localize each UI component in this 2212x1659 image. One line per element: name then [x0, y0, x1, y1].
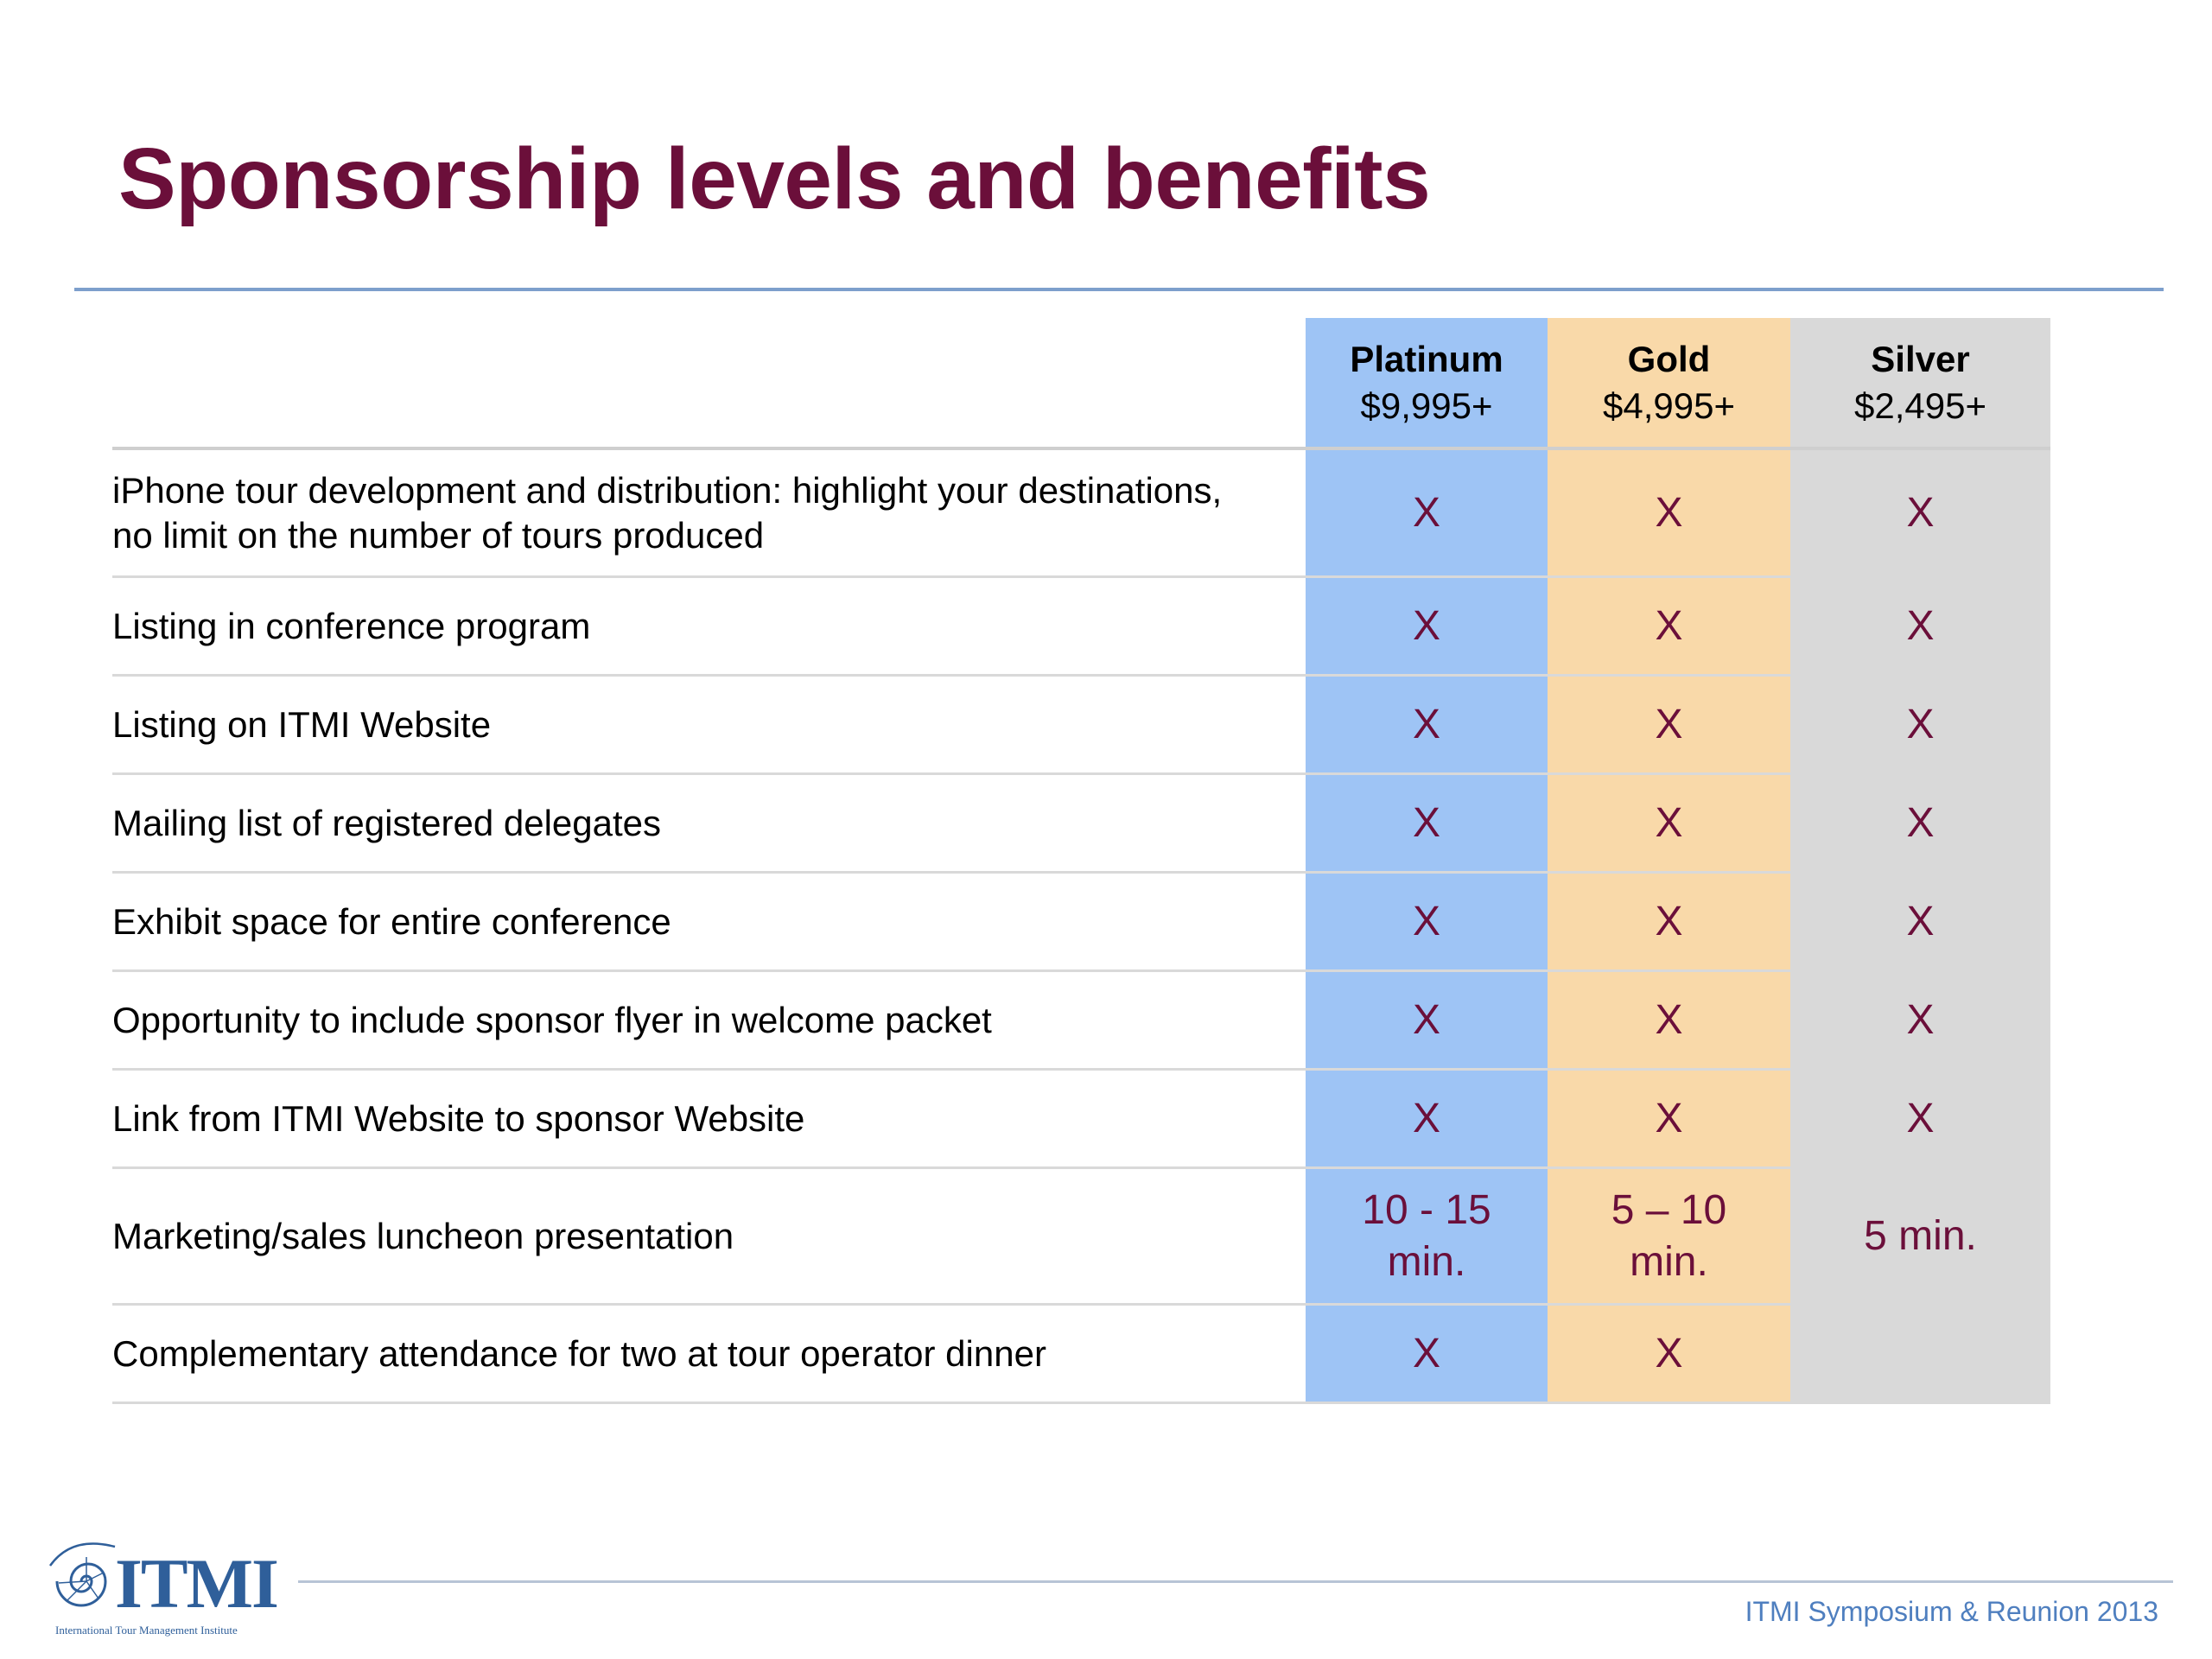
benefit-cell-gold: X [1548, 971, 1790, 1070]
level-header-silver [1790, 318, 2050, 448]
benefit-value-line: 5 – 10 [1611, 1186, 1727, 1233]
benefit-row [112, 676, 2050, 774]
benefit-label [112, 676, 1306, 774]
benefit-row [112, 577, 2050, 676]
level-header-platinum [1306, 318, 1548, 448]
logo-subtitle: International Tour Management Institute [55, 1624, 238, 1637]
benefit-cell-platinum: X [1306, 1070, 1548, 1168]
benefit-label-line: iPhone tour development and distribution: highlight your destinations, [112, 469, 1223, 511]
benefit-cell-silver: X [1790, 577, 2050, 676]
benefit-label-line: Marketing/sales luncheon presentation [112, 1215, 734, 1256]
benefit-cell-silver: X [1790, 971, 2050, 1070]
benefit-label-line: Mailing list of registered delegates [112, 802, 662, 843]
benefit-cell-silver: X [1790, 676, 2050, 774]
benefit-cell-gold [1548, 1168, 1790, 1305]
benefit-row [112, 971, 2050, 1070]
benefit-cell-gold: X [1548, 774, 1790, 873]
benefit-cell-platinum [1306, 1168, 1548, 1305]
footer-text: ITMI Symposium & Reunion 2013 [1745, 1596, 2158, 1627]
benefit-row [112, 1168, 2050, 1305]
footer-divider [298, 1580, 2173, 1583]
benefit-label [112, 1168, 1306, 1305]
benefit-row [112, 774, 2050, 873]
benefit-cell-platinum: X [1306, 971, 1548, 1070]
level-price: $4,995+ [1603, 385, 1735, 426]
itmi-logo [33, 1531, 275, 1643]
benefit-label [112, 1305, 1306, 1403]
benefit-label-line: Exhibit space for entire conference [112, 900, 671, 942]
benefit-cell-platinum: X [1306, 448, 1548, 577]
benefit-label-line: Link from ITMI Website to sponsor Website [112, 1097, 805, 1139]
level-header-gold [1548, 318, 1790, 448]
benefit-label-line: Listing on ITMI Website [112, 703, 492, 745]
benefit-cell-platinum: X [1306, 774, 1548, 873]
benefit-label [112, 971, 1306, 1070]
benefit-value-line: min. [1387, 1238, 1466, 1285]
benefit-cell-silver: 5 min. [1790, 1168, 2050, 1305]
header-row [112, 318, 2050, 448]
benefit-label [112, 774, 1306, 873]
benefit-cell-silver: X [1790, 448, 2050, 577]
header-blank-cell [112, 318, 1306, 448]
benefit-rows [112, 448, 2050, 1403]
level-name: Silver [1871, 338, 1970, 379]
level-name: Gold [1627, 338, 1711, 379]
benefit-cell-gold: X [1548, 577, 1790, 676]
benefit-cell-gold: X [1548, 676, 1790, 774]
benefit-cell-platinum: X [1306, 1305, 1548, 1403]
benefit-label [112, 873, 1306, 971]
benefit-row [112, 873, 2050, 971]
benefit-cell-silver: X [1790, 774, 2050, 873]
benefit-label-line: Opportunity to include sponsor flyer in welcome packet [112, 999, 992, 1040]
level-price: $2,495+ [1854, 385, 1986, 426]
benefit-cell-platinum: X [1306, 577, 1548, 676]
benefit-cell-gold: X [1548, 873, 1790, 971]
benefit-label-line: Listing in conference program [112, 605, 591, 646]
benefit-row [112, 448, 2050, 577]
benefit-label [112, 448, 1306, 577]
benefit-cell-silver [1790, 1305, 2050, 1403]
benefit-label-line: no limit on the number of tours produced [112, 514, 765, 556]
benefit-label-line: Complementary attendance for two at tour operator dinner [112, 1332, 1046, 1374]
benefit-cell-gold: X [1548, 1305, 1790, 1403]
benefit-cell-gold: X [1548, 1070, 1790, 1168]
level-price: $9,995+ [1360, 385, 1493, 426]
benefit-cell-silver: X [1790, 873, 2050, 971]
title-divider [74, 288, 2164, 291]
logo-wordmark: ITMI [115, 1544, 277, 1623]
benefit-label [112, 577, 1306, 676]
benefit-cell-silver: X [1790, 1070, 2050, 1168]
level-name: Platinum [1350, 338, 1503, 379]
benefit-row [112, 1070, 2050, 1168]
benefit-value-line: min. [1630, 1238, 1708, 1285]
sponsorship-table [112, 318, 2050, 1404]
benefit-value-line: 10 - 15 [1362, 1186, 1491, 1233]
slide-title: Sponsorship levels and benefits [118, 130, 1431, 227]
benefit-cell-platinum: X [1306, 676, 1548, 774]
benefit-cell-platinum: X [1306, 873, 1548, 971]
benefit-row [112, 1305, 2050, 1403]
benefit-label [112, 1070, 1306, 1168]
nautilus-shell-icon [33, 1531, 128, 1626]
benefit-cell-gold: X [1548, 448, 1790, 577]
